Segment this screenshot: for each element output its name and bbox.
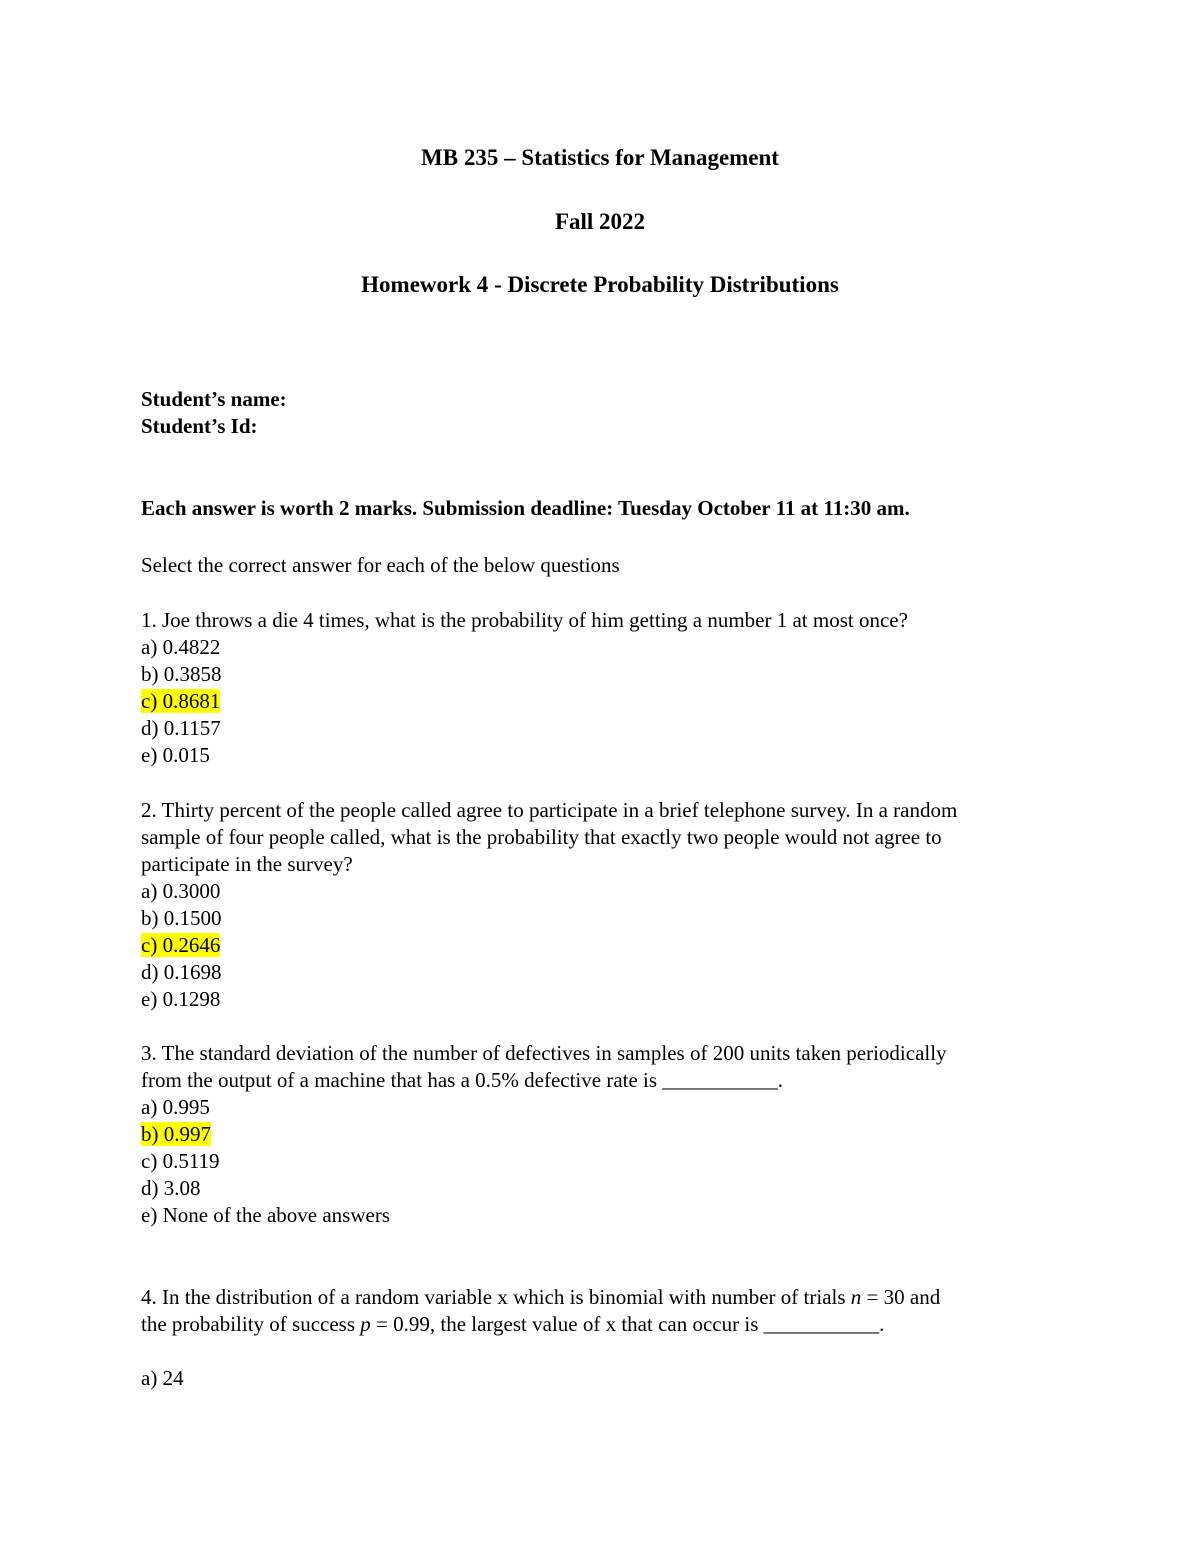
question-3-text-line-1: 3. The standard deviation of the number of defectives in samples of 200 units taken periodically <box>141 1041 947 1065</box>
question-4-option-a: a) 24 <box>141 1366 184 1390</box>
question-2-option-c <box>141 932 220 959</box>
question-1-option-e: e) 0.015 <box>141 743 210 767</box>
variable-p: p <box>360 1312 371 1336</box>
highlighted-answer: c) 0.2646 <box>141 933 221 957</box>
question-4-text-line-2 <box>141 1311 884 1338</box>
student-name-label: Student’s name: <box>141 387 287 411</box>
question-4-line-2-post: = 0.99, the largest value of x that can occur is ___________. <box>370 1312 885 1336</box>
question-1-option-d: d) 0.1157 <box>141 716 221 740</box>
course-title: MB 235 – Statistics for Management <box>421 145 779 170</box>
question-2-text-line-2: sample of four people called, what is the probability that exactly two people would not agree to <box>141 825 942 849</box>
question-2-text-line-1: 2. Thirty percent of the people called agree to participate in a brief telephone survey. In a random <box>141 798 958 822</box>
question-3-option-d: d) 3.08 <box>141 1176 201 1200</box>
question-4-line-1-post: = 30 and <box>861 1285 941 1309</box>
question-2-option-a: a) 0.3000 <box>141 879 221 903</box>
question-1-option-a: a) 0.4822 <box>141 635 221 659</box>
variable-n: n <box>850 1285 862 1309</box>
question-1-text: 1. Joe throws a die 4 times, what is the probability of him getting a number 1 at most once? <box>141 608 908 632</box>
question-3-option-e: e) None of the above answers <box>141 1203 390 1227</box>
assignment-title: Homework 4 - Discrete Probability Distributions <box>361 272 839 297</box>
select-instruction: Select the correct answer for each of the below questions <box>141 553 620 577</box>
term-title: Fall 2022 <box>554 209 646 234</box>
question-3-option-b <box>141 1121 211 1148</box>
question-2-option-b: b) 0.1500 <box>141 906 222 930</box>
question-2-text-line-3: participate in the survey? <box>141 852 353 876</box>
question-4-text-line-1 <box>141 1284 940 1311</box>
question-3-option-a: a) 0.995 <box>141 1095 210 1119</box>
marks-instruction: Each answer is worth 2 marks. Submission deadline: Tuesday October 11 at 11:30 am. <box>141 496 910 520</box>
question-2-option-d: d) 0.1698 <box>141 960 222 984</box>
question-3-option-c: c) 0.5119 <box>141 1149 220 1173</box>
question-1-option-c <box>141 688 220 715</box>
student-id-label: Student’s Id: <box>141 414 258 438</box>
highlighted-answer: c) 0.8681 <box>141 689 221 713</box>
question-4-line-2-pre: the probability of success <box>141 1312 361 1336</box>
question-4-line-1-pre: 4. In the distribution of a random variable x which is binomial with number of trials <box>141 1285 851 1309</box>
question-2-option-e: e) 0.1298 <box>141 987 221 1011</box>
highlighted-answer: b) 0.997 <box>141 1122 211 1146</box>
question-3-text-line-2: from the output of a machine that has a 0.5% defective rate is ___________. <box>141 1068 784 1092</box>
question-1-option-b: b) 0.3858 <box>141 662 222 686</box>
